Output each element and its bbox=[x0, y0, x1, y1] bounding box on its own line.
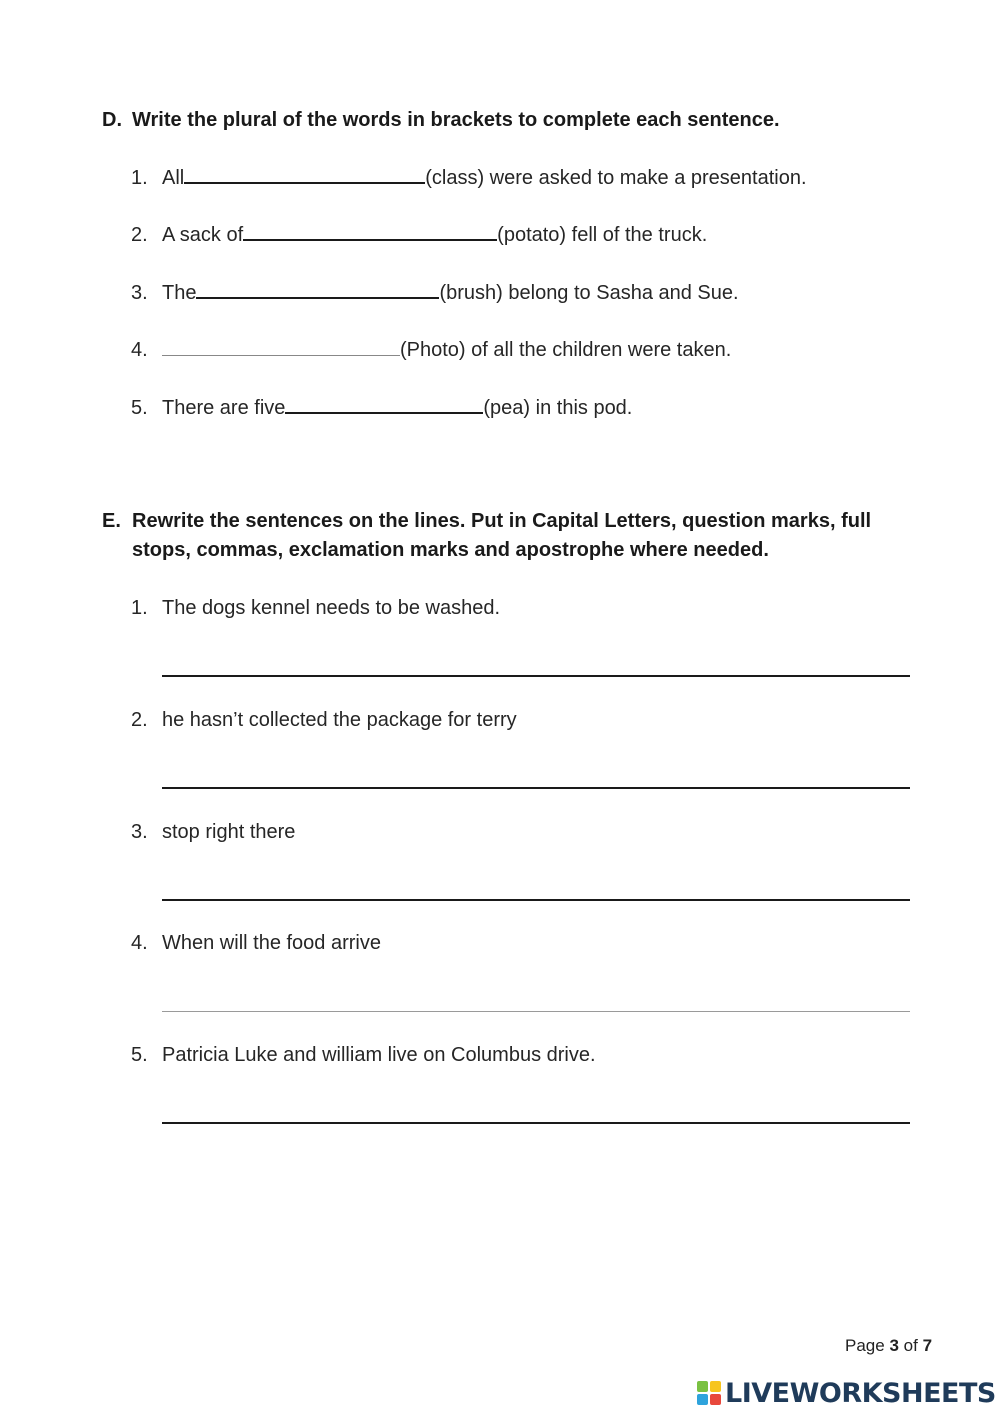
item-number: 5. bbox=[131, 397, 148, 419]
rewrite-answer-line[interactable] bbox=[162, 899, 910, 901]
section-e-heading bbox=[102, 507, 922, 565]
item-number: 1. bbox=[131, 597, 148, 619]
sentence-start: A sack of bbox=[162, 224, 244, 246]
page-current: 3 bbox=[889, 1336, 899, 1355]
rewrite-answer-line[interactable] bbox=[162, 787, 910, 789]
item-number: 3. bbox=[131, 821, 148, 843]
brand-name: LIVEWORKSHEETS bbox=[725, 1377, 996, 1409]
item-number: 4. bbox=[131, 932, 148, 954]
item-number: 3. bbox=[131, 282, 148, 304]
sentence-end: (brush) belong to Sasha and Sue. bbox=[439, 282, 739, 304]
sentence-end: (Photo) of all the children were taken. bbox=[400, 339, 732, 361]
logo-square-green bbox=[697, 1381, 708, 1392]
section-d-heading bbox=[102, 106, 922, 135]
page-of: of bbox=[903, 1336, 918, 1355]
liveworksheets-logo-icon bbox=[697, 1381, 721, 1405]
logo-square-red bbox=[710, 1394, 721, 1405]
rewrite-answer-line[interactable] bbox=[162, 1011, 910, 1012]
item-number: 2. bbox=[131, 224, 148, 246]
section-d-instruction: Write the plural of the words in brackets to complete each sentence. bbox=[132, 109, 780, 131]
page-total: 7 bbox=[922, 1336, 933, 1355]
rewrite-answer-line[interactable] bbox=[162, 675, 910, 677]
sentence-text: stop right there bbox=[162, 821, 296, 843]
sentence-text: Patricia Luke and william live on Columbus drive. bbox=[162, 1044, 596, 1066]
answer-blank[interactable] bbox=[243, 223, 497, 241]
item-number: 1. bbox=[131, 167, 148, 189]
answer-blank[interactable] bbox=[196, 281, 439, 299]
sentence-text: The dogs kennel needs to be washed. bbox=[162, 597, 501, 619]
sentence-start: All bbox=[162, 167, 185, 189]
answer-blank[interactable] bbox=[162, 339, 400, 356]
sentence-start: There are five bbox=[162, 397, 286, 419]
sentence-end: (class) were asked to make a presentation. bbox=[425, 167, 807, 189]
page-number bbox=[845, 1336, 932, 1356]
sentence-start: The bbox=[162, 282, 197, 304]
logo-square-yellow bbox=[710, 1381, 721, 1392]
sentence-text: he hasn’t collected the package for terry bbox=[162, 709, 517, 731]
sentence-end: (pea) in this pod. bbox=[483, 397, 633, 419]
section-e-instruction: Rewrite the sentences on the lines. Put in Capital Letters, question marks, full stops, commas, exclamation marks and apostrophe where needed. bbox=[132, 510, 872, 561]
liveworksheets-logo bbox=[697, 1376, 996, 1410]
item-number: 2. bbox=[131, 709, 148, 731]
item-number: 5. bbox=[131, 1044, 148, 1066]
sentence-text: When will the food arrive bbox=[162, 932, 381, 954]
answer-blank[interactable] bbox=[285, 396, 483, 414]
item-number: 4. bbox=[131, 339, 148, 361]
section-e-letter: E. bbox=[102, 510, 121, 532]
section-d-letter: D. bbox=[102, 109, 122, 131]
logo-square-blue bbox=[697, 1394, 708, 1405]
sentence-end: (potato) fell of the truck. bbox=[497, 224, 708, 246]
answer-blank[interactable] bbox=[184, 166, 425, 184]
page-prefix: Page bbox=[845, 1336, 885, 1355]
rewrite-answer-line[interactable] bbox=[162, 1122, 910, 1124]
